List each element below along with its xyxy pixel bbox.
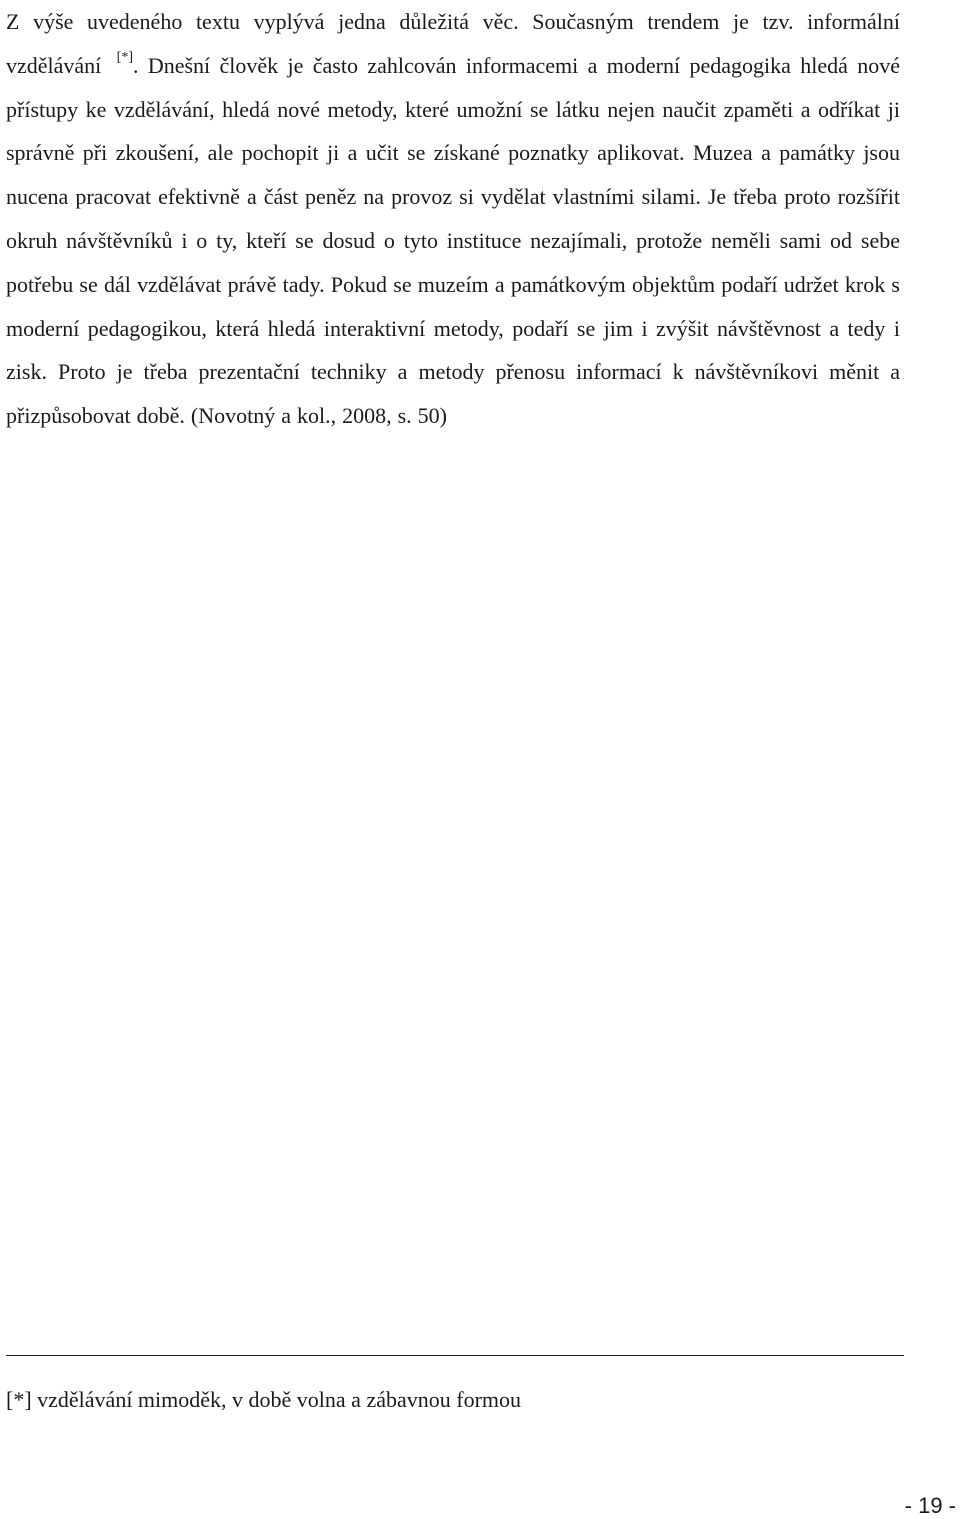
body-paragraph	[6, 0, 900, 438]
page-number: - 19 -	[904, 1493, 956, 1518]
footnote-separator	[6, 1355, 904, 1356]
footnote-marker: [*]	[116, 49, 133, 65]
footnote-text: [*] vzdělávání mimoděk, v době volna a zábavnou formou	[6, 1387, 522, 1412]
paragraph-text-start: Z výše uvedeného textu vyplývá jedna důležitá věc. Současným trendem je tzv. informální vzdělávání	[6, 9, 900, 78]
paragraph-text-end: . Dnešní člověk je často zahlcován informacemi a moderní pedagogika hledá nové přístupy ke vzdělávání, hledá nové metody, které umožní se látku nejen naučit zpaměti a odříkat ji správně při zkoušení, ale pochopit ji a učit se získané poznatky aplikovat. Muzea a památky jsou nucena pracovat efektivně a část peněz na provoz si vydělat vlastními silami. Je třeba proto rozšířit okruh návštěvníků i o ty, kteří se dosud o tyto instituce nezajímali, protože neměli sami od sebe potřebu se dál vzdělávat právě tady. Pokud se muzeím a památkovým objektům podaří udržet krok s moderní pedagogikou, která hledá interaktivní metody, podaří se jim i zvýšit návštěvnost a tedy i zisk. Proto je třeba prezentační techniky a metody přenosu informací k návštěvníkovi měnit a přizpůsobovat době. (Novotný a kol., 2008, s. 50)	[6, 52, 900, 429]
